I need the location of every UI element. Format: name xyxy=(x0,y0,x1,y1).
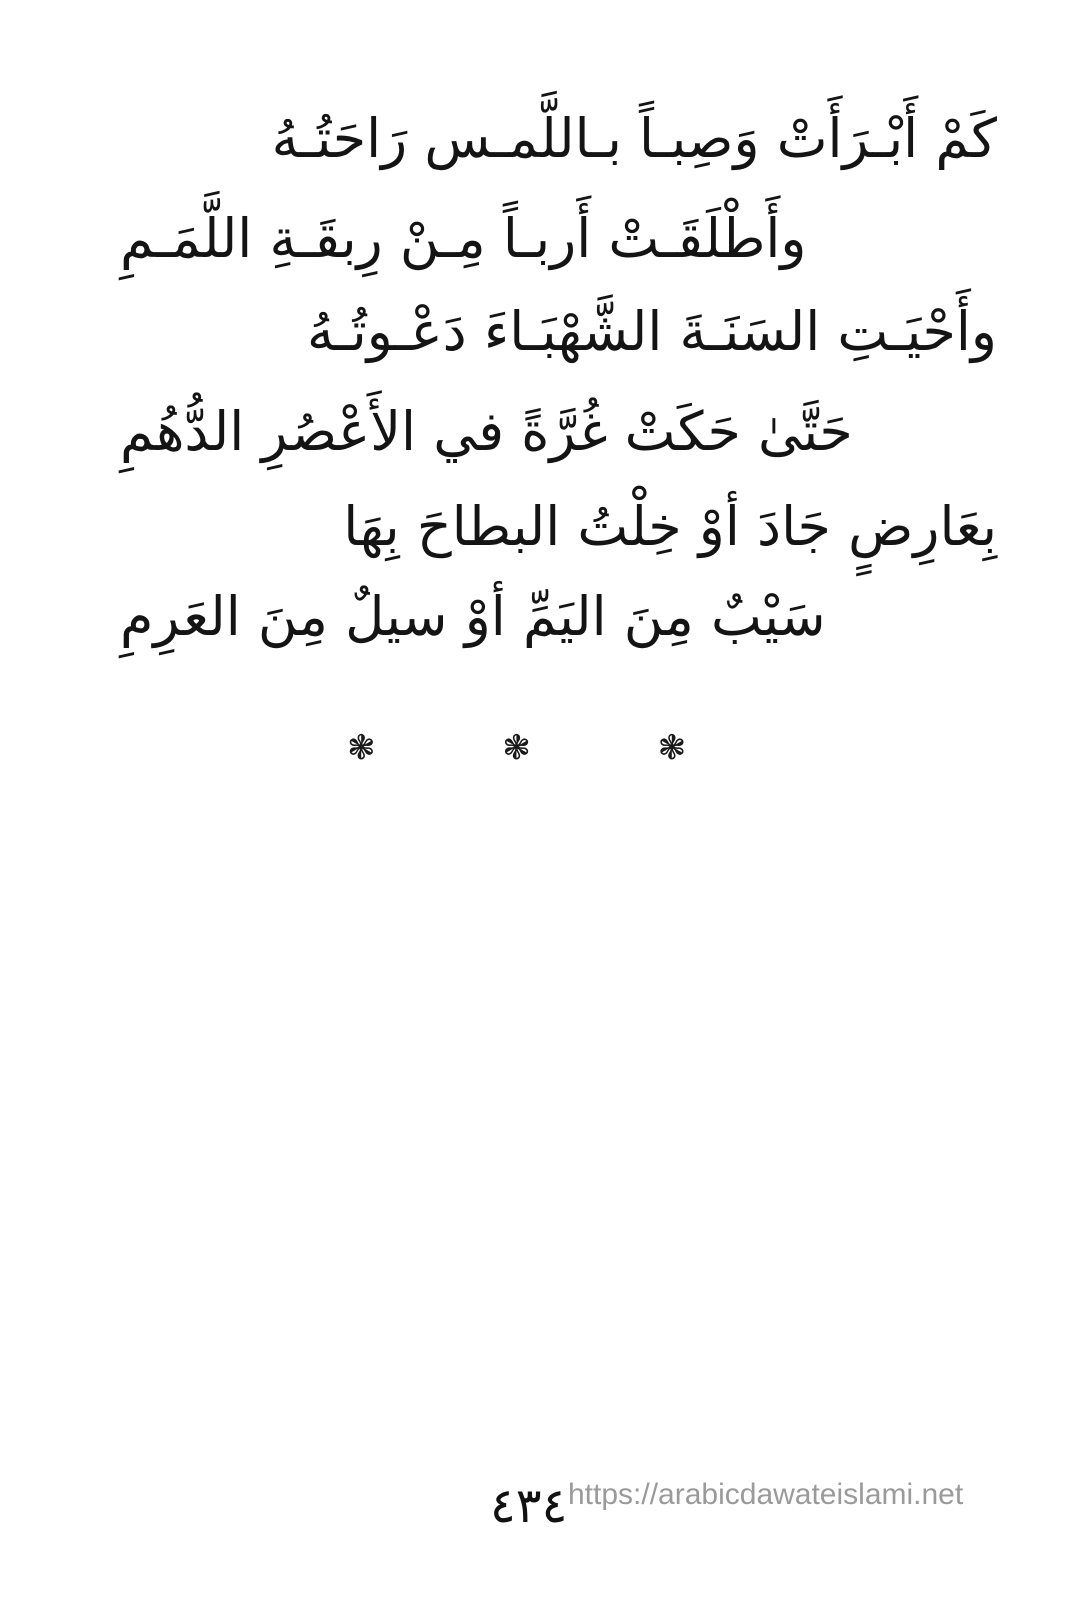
verse-line-4: حَتَّىٰ حَكَتْ غُرَّةً في الأَعْصُرِ الدُّهُمِ xyxy=(120,400,853,463)
verse-line-6: سَيْبٌ مِنَ اليَمِّ أوْ سيلٌ مِنَ العَرِمِ xyxy=(120,585,826,648)
verse-line-1: كَمْ أَبْـرَأَتْ وَصِبـاً بـاللَّمـس رَاحَتُـهُ xyxy=(271,107,997,170)
section-separator xyxy=(0,728,1079,768)
verse-line-5: بِعَارِضٍ جَادَ أوْ خِلْتُ البطاحَ بِهَا xyxy=(343,495,997,558)
verse-line-3: وأَحْيَـتِ السَنَـةَ الشَّهْبَـاءَ دَعْـوتُـهُ xyxy=(306,300,997,363)
watermark-url: https://arabicdawateislami.net xyxy=(568,1478,964,1511)
asterism-icon: ❃ xyxy=(657,728,733,768)
verse-line-2: وأَطْلَقَـتْ أَربـاً مِـنْ رِبقَـةِ اللَّمَـمِ xyxy=(120,207,807,270)
asterism-icon: ❃ xyxy=(346,728,422,768)
asterism-icon: ❃ xyxy=(502,728,577,768)
page-number: ٤٣٤ xyxy=(490,1478,568,1534)
